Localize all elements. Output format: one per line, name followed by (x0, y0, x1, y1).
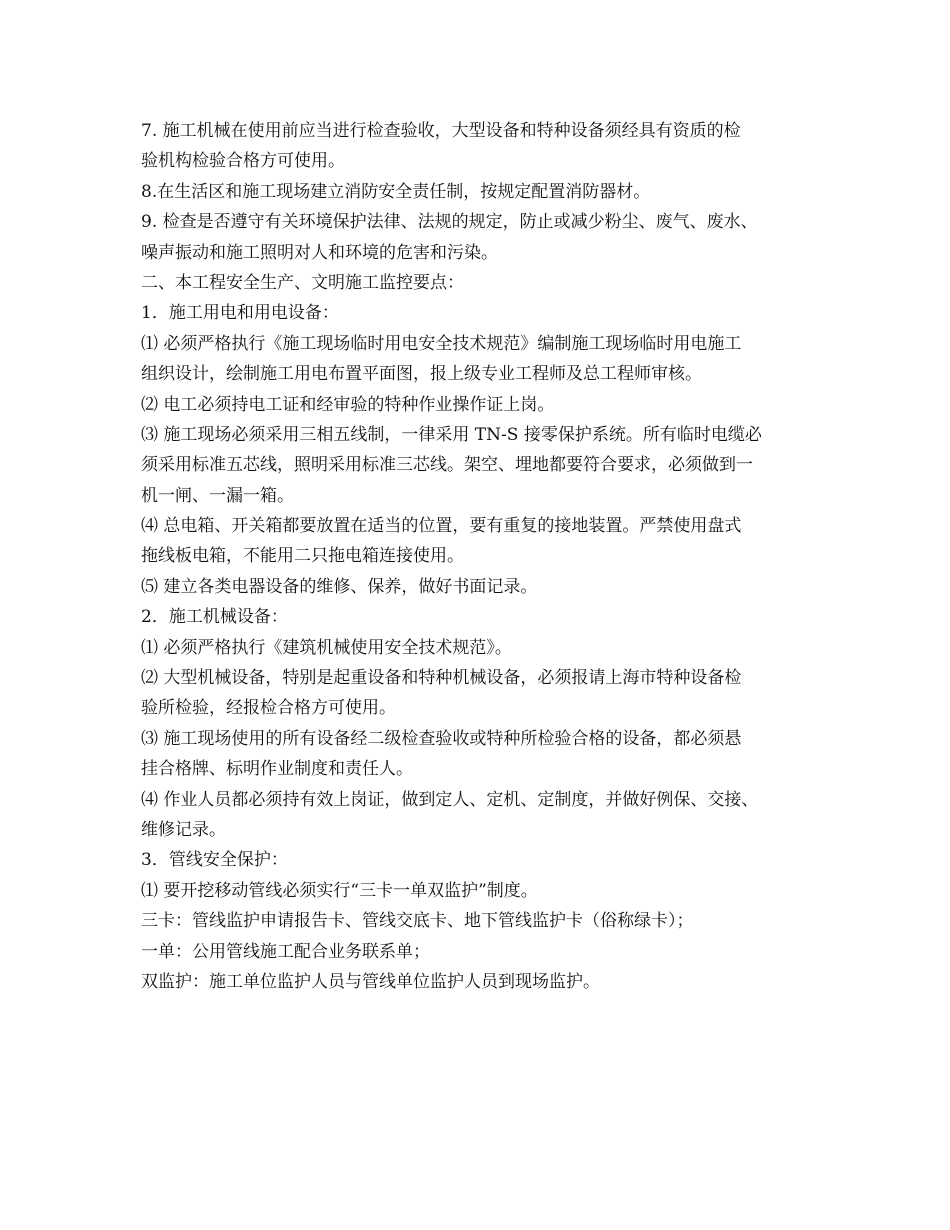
text-line: 挂合格牌、标明作业制度和责任人。 (141, 759, 413, 780)
text-line: ⑶ 施工现场必须采用三相五线制，一律采用 TN-S 接零保护系统。所有临时电缆必 (141, 424, 762, 445)
document-body (141, 116, 841, 997)
text-line: 7. 施工机械在使用前应当进行检查验收，大型设备和特种设备须经具有资质的检 (141, 121, 741, 141)
text-line: ⑵ 大型机械设备，特别是起重设备和特种机械设备，必须报请上海市特种设备检 (141, 668, 742, 689)
text-line: 噪声振动和施工照明对人和环境的危害和污染。 (141, 242, 498, 263)
subsection-heading: 1．施工用电和用电设备： (141, 303, 339, 324)
text-line: ⑶ 施工现场使用的所有设备经二级检查验收或特种所检验合格的设备，都必须悬 (141, 728, 742, 749)
section-heading: 二、本工程安全生产、文明施工监控要点： (141, 272, 464, 293)
text-line: 须采用标准五芯线，照明采用标准三芯线。架空、埋地都要符合要求，必须做到一 (141, 455, 753, 476)
text-line: 8.在生活区和施工现场建立消防安全责任制，按规定配置消防器材。 (141, 181, 651, 202)
subsection-heading: 3．管线安全保护： (141, 850, 288, 871)
text-line: 一单：公用管线施工配合业务联系单； (141, 941, 430, 962)
text-line: ⑸ 建立各类电器设备的维修、保养，做好书面记录。 (141, 576, 538, 597)
text-line: ⑷ 总电箱、开关箱都要放置在适当的位置，要有重复的接地装置。严禁使用盘式 (141, 516, 742, 537)
text-line: 验机构检验合格方可使用。 (141, 151, 345, 172)
text-line: 拖线板电箱，不能用二只拖电箱连接使用。 (141, 546, 464, 567)
text-line: 三卡：管线监护申请报告卡、管线交底卡、地下管线监护卡（俗称绿卡）； (141, 911, 694, 932)
text-line: ⑴ 必须严格执行《建筑机械使用安全技术规范》。 (141, 637, 512, 658)
text-line: 机一闸、一漏一箱。 (141, 485, 294, 506)
text-line: 维修记录。 (141, 819, 226, 840)
text-line: ⑴ 必须严格执行《施工现场临时用电安全技术规范》编制施工现场临时用电施工 (141, 333, 742, 354)
text-line: 组织设计，绘制施工用电布置平面图，报上级专业工程师及总工程师审核。 (141, 364, 702, 385)
text-line: ⑷ 作业人员都必须持有效上岗证，做到定人、定机、定制度，并做好例保、交接、 (141, 789, 759, 810)
subsection-heading: 2．施工机械设备： (141, 607, 288, 628)
text-line: 验所检验，经报检合格方可使用。 (141, 698, 396, 719)
text-line: 双监护：施工单位监护人员与管线单位监护人员到现场监护。 (141, 971, 600, 992)
text-line: ⑴ 要开挖移动管线必须实行“三卡一单双监护”制度。 (141, 880, 538, 901)
text-line: 9. 检查是否遵守有关环境保护法律、法规的规定，防止或减少粉尘、废气、废水、 (141, 212, 758, 233)
text-line: ⑵ 电工必须持电工证和经审验的特种作业操作证上岗。 (141, 394, 555, 415)
